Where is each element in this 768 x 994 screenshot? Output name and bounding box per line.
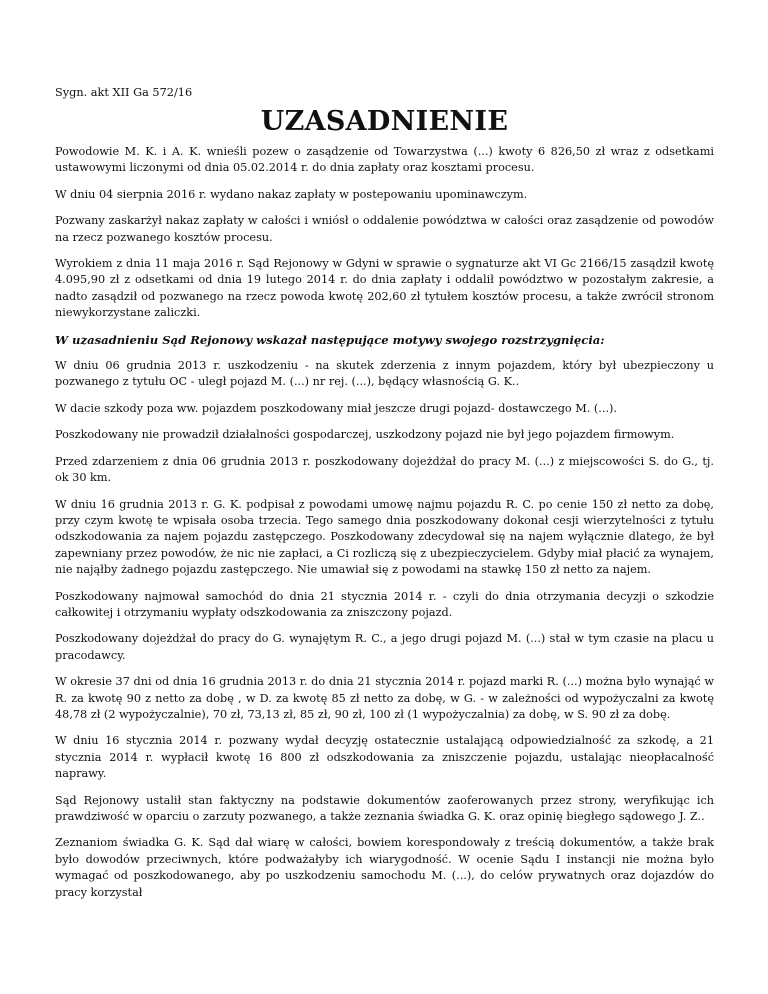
section-heading: W uzasadnieniu Sąd Rejonowy wskazał następujące motywy swojego rozstrzygnięcia: bbox=[55, 332, 605, 347]
paragraph-no-business: Poszkodowany nie prowadził działalności gospodarczej, uszkodzony pojazd nie był jego pojazdem firmowym. bbox=[55, 428, 675, 442]
paragraph-judgment: Wyrokiem z dnia 11 maja 2016 r. Sąd Rejonowy w Gdyni w sprawie o sygnaturze akt VI Gc 2166/15 zasądził kwotę 4.095,90 zł z odsetkami od dnia 19 lutego 2014 r. do dnia zapłaty i oddalił powództwo w pozostałym zakresie, a nadto zasądził od pozwanego na rzecz powoda kwotę 202,60 zł tytułem kosztów procesu, a także zwrócił stronom niewykorzystane zaliczki. bbox=[55, 257, 714, 320]
paragraph-market-rates: W okresie 37 dni od dnia 16 grudnia 2013 r. do dnia 21 stycznia 2014 r. pojazd marki R. (...) można było wynająć w R. za kwotę 90 z netto za dobę , w D. za kwotę 85 zł netto za dobę, w G. - w zależności od wypożyczalni za kwotę 48,78 zł (2 wypożyczalnie), 70 zł, 73,13 zł, 85 zł, 90 zł, 100 zł (1 wypożyczalnia) za dobę, w S. 90 zł za dobę. bbox=[55, 675, 714, 721]
page-title: UZASADNIENIE bbox=[260, 106, 509, 137]
paragraph-rental-period: Poszkodowany najmował samochód do dnia 21 stycznia 2014 r. - czyli do dnia otrzymania decyzji o szkodzie całkowitej i otrzymaniu wypłaty odszkodowania za zniszczony pojazd. bbox=[55, 589, 714, 619]
paragraph-evidence-basis: Sąd Rejonowy ustalił stan faktyczny na podstawie dokumentów zaoferowanych przez strony, weryfikując ich prawdziwość w oparciu o zarzuty pozwanego, a także zeznania świadka G. K. oraz opinię biegłego sądowego J. Z.. bbox=[55, 793, 714, 823]
paragraph-objection: Pozwany zaskarżył nakaz zapłaty w całości i wniósł o oddalenie powództwa w całości oraz zasądzenie od powodów na rzecz pozwanego kosztów procesu. bbox=[55, 214, 714, 244]
paragraph-witness-assessment: Zeznaniom świadka G. K. Sąd dał wiarę w całości, bowiem korespondowały z treścią dokumentów, a także brak było dowodów przeciwnych, które podważałyby ich wiarygodność. W ocenie Sądu I instancji nie można było wymagać od poszkodowanego, aby po uszkodzeniu samochodu M. (...), do celów prywatnych oraz dojazdów do pracy korzystał bbox=[55, 836, 714, 899]
paragraph-damage: W dniu 06 grudnia 2013 r. uszkodzeniu - na skutek zderzenia z innym pojazdem, który był ubezpieczony u pozwanego z tytułu OC - uległ pojazd M. (...) nr rej. (...), będący własnością G. K.. bbox=[55, 359, 714, 389]
case-signature: Sygn. akt XII Ga 572/16 bbox=[55, 86, 193, 99]
paragraph-claim: Powodowie M. K. i A. K. wnieśli pozew o zasądzenie od Towarzystwa (...) kwoty 6 826,50 zł wraz z odsetkami ustawowymi liczonymi od dnia 05.02.2014 r. do dnia zapłaty oraz kosztami procesu. bbox=[55, 145, 714, 175]
paragraph-rental-agreement: W dniu 16 grudnia 2013 r. G. K. podpisał z powodami umowę najmu pojazdu R. C. po cenie 150 zł netto za dobę, przy czym kwotę te wpisała osoba trzecia. Tego samego dnia poszkodowany dokonał cesji wierzytelności z tytułu odszkodowania za najem pojazdu zastępczego. Poszkodowany zdecydował się na najem wyłącznie dlatego, że był zapewniany przez powodów, że nic nie zapłaci, a Ci rozliczą się z ubezpieczycielem. Gdyby miał płacić za wynajem, nie nająłby żadnego pojazdu zastępczego. Nie umawiał się z powodami na stawkę 150 zł netto za najem. bbox=[55, 497, 714, 577]
paragraph-payment-order: W dniu 04 sierpnia 2016 r. wydano nakaz zapłaty w postepowaniu upominawczym. bbox=[55, 187, 528, 201]
paragraph-insurer-decision: W dniu 16 stycznia 2014 r. pozwany wydał decyzję ostatecznie ustalającą odpowiedzialność za szkodę, a 21 stycznia 2014 r. wypłacił kwotę 16 800 zł odszkodowania za zniszczenie pojazdu, ustalając nieopłacalność naprawy. bbox=[55, 734, 714, 781]
paragraph-commute: Przed zdarzeniem z dnia 06 grudnia 2013 r. poszkodowany dojeżdżał do pracy M. (...) z miejscowości S. do G., tj. ok 30 km. bbox=[55, 454, 714, 485]
paragraph-rented-car-use: Poszkodowany dojeżdżał do pracy do G. wynajętym R. C., a jego drugi pojazd M. (...) stał w tym czasie na placu u pracodawcy. bbox=[55, 632, 714, 662]
paragraph-second-vehicle: W dacie szkody poza ww. pojazdem poszkodowany miał jeszcze drugi pojazd- dostawczego M. (...). bbox=[55, 401, 617, 415]
